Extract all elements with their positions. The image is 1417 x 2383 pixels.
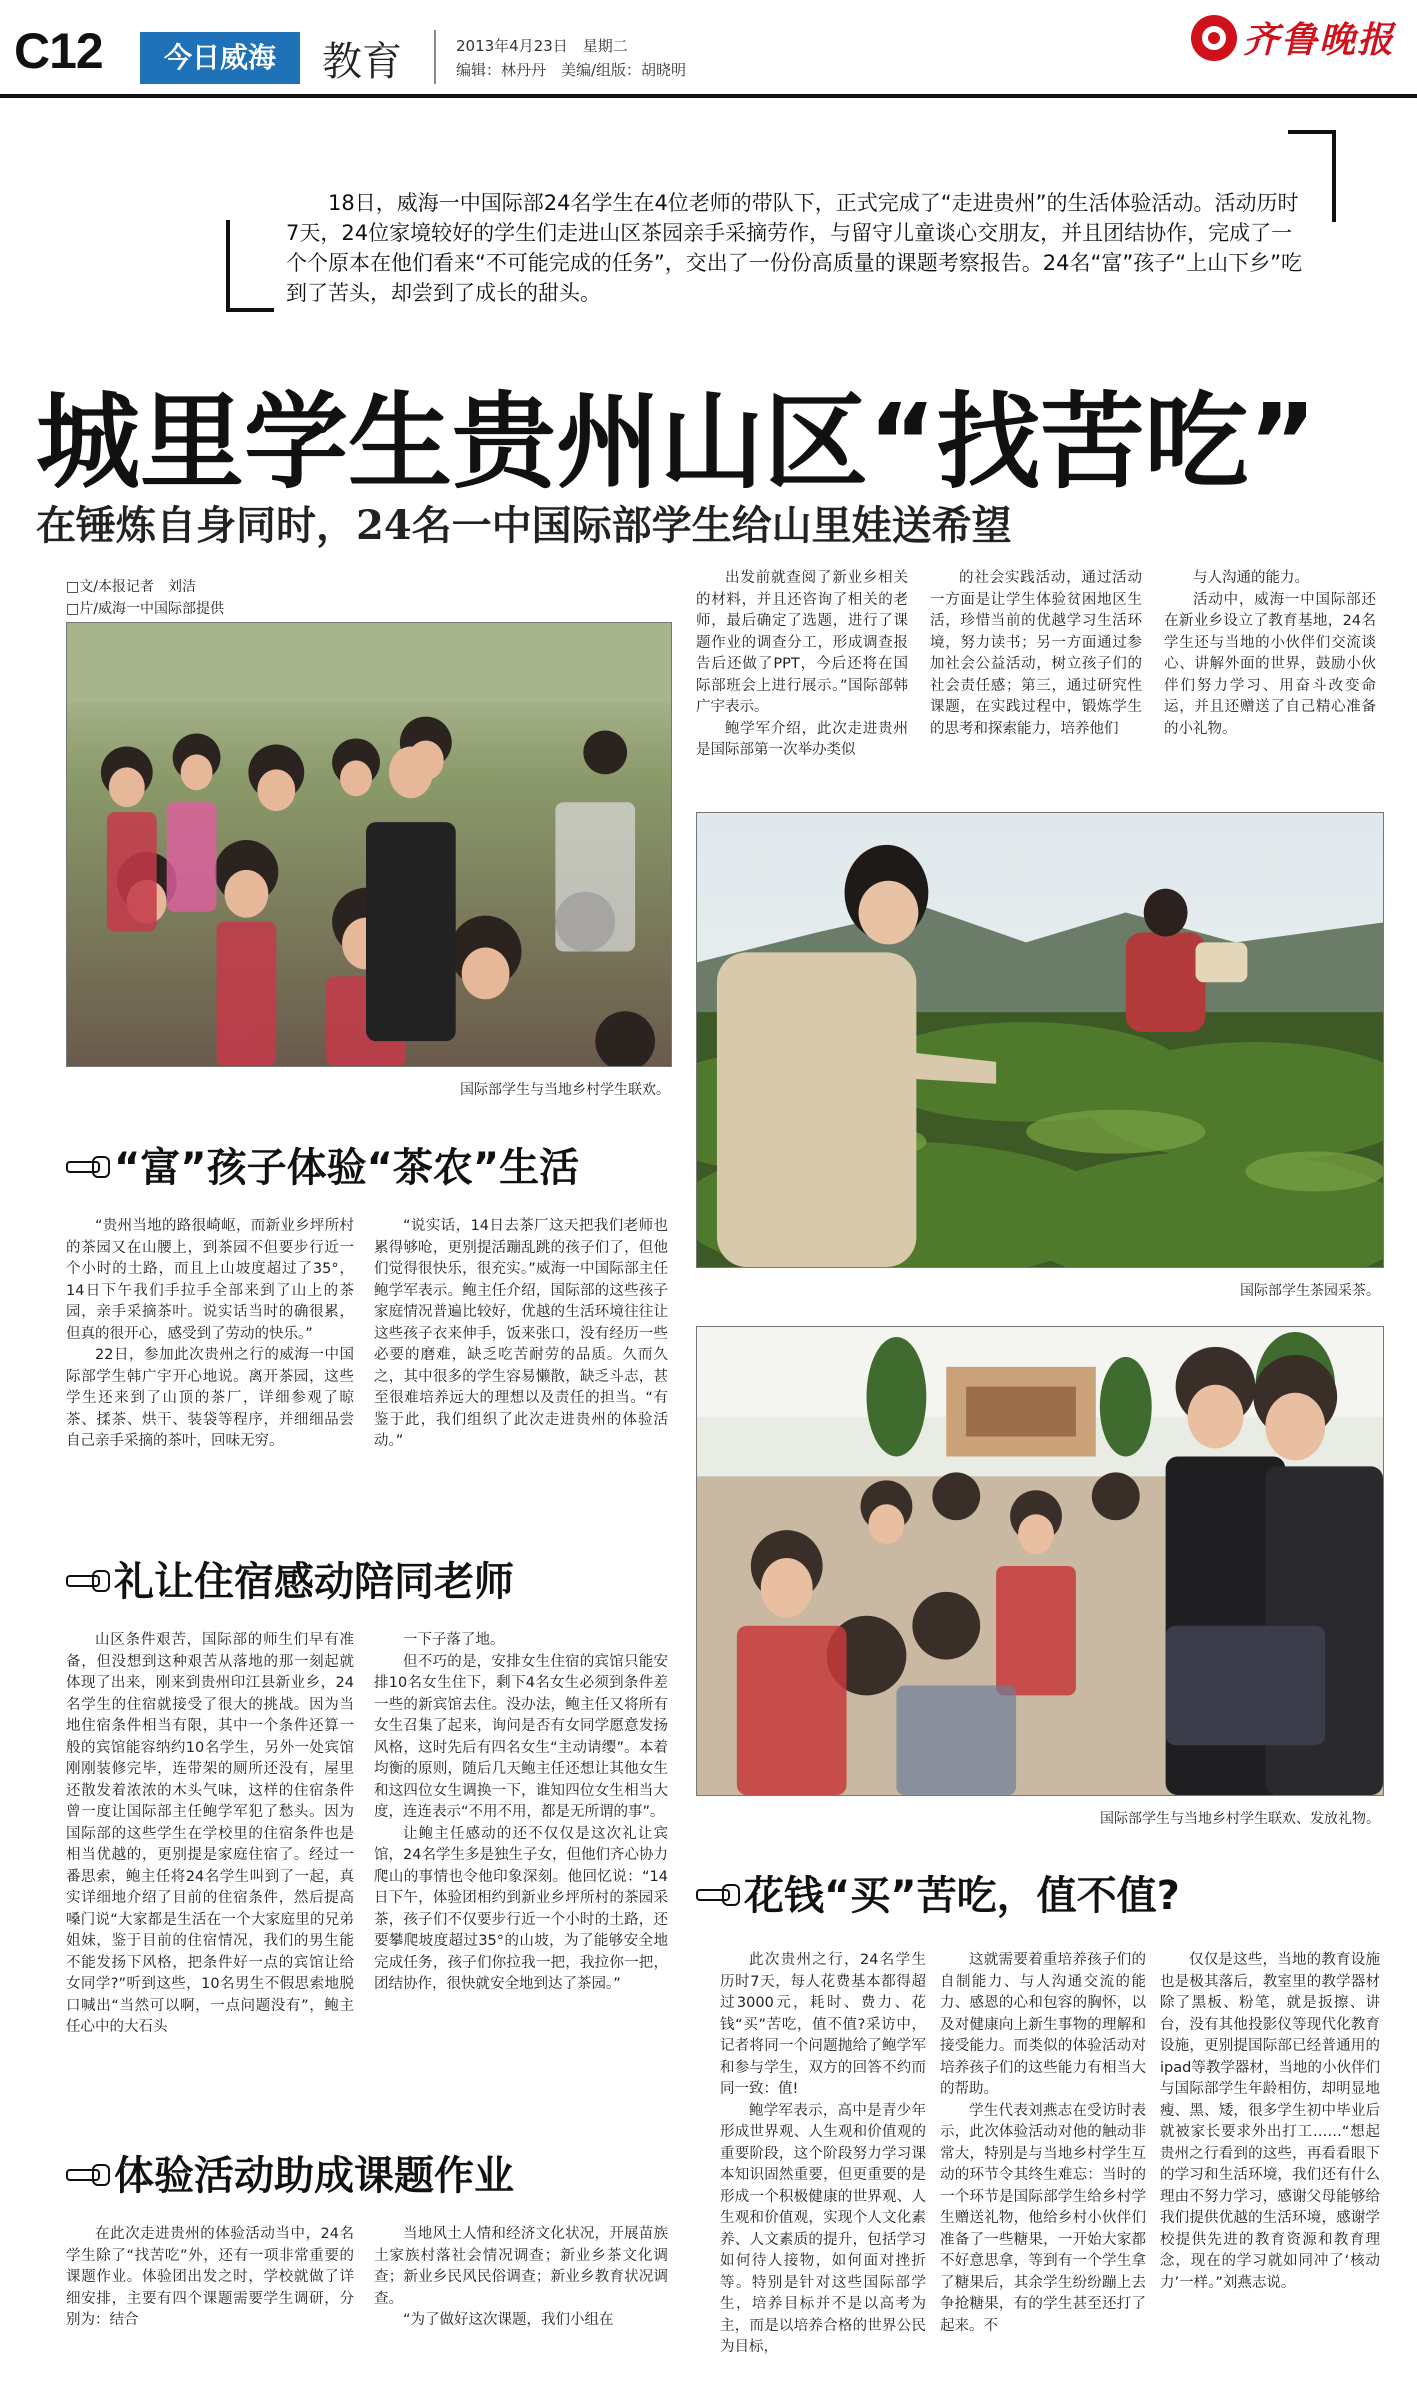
column-text: 当地风土人情和经济文化状况，开展苗族土家族村落社会情况调查；新业乡茶文化调查；新业乡民风民俗调查；新业乡教育状况调查。 [374,2226,668,2307]
column-text: 让鲍主任感动的还不仅仅是这次礼让宾馆，24名学生多是独生子女，但他们齐心协力爬山的事情也令他印象深刻。他回忆说：“14日下午，体验团相约到新业乡坪所村的茶园采茶，孩子们不仅要步行近一个小时的土路，还要攀爬坡度超过35°的山坡，为了能够安全地完成任务，孩子们你拉我一把，我拉你一把，团结协作，很快就安全地到达了茶园。” [374,1825,668,1992]
editor-credits: 编辑：林丹丹 美编/组版：胡晓明 [456,61,687,79]
section-name: 教育 [322,39,402,85]
article-column [1160,1950,1380,2370]
header-rule [0,94,1417,98]
lead-bracket [226,220,230,312]
column-text: 学生代表刘燕志在受访时表示，此次体验活动对他的触动非常大，特别是与当地乡村学生互动的环节令其终生难忘：当时的一个环节是国际部学生给乡村学生赠送礼物，他给乡村小伙伴们准备了一些糖果，一开始大家都不好意思拿，等到有一个学生拿了糖果后，其余学生纷纷蹦上去争抢糖果，有的学生甚至还打了起来。不 [940,2102,1146,2334]
pointing-hand-icon [66,1566,110,1592]
column-text: 山区条件艰苦，国际部的师生们早有准备，但没想到这种艰苦从落地的那一刻起就体现了出来，刚来到贵州印江县新业乡，24名学生的住宿就接受了很大的挑战。因为当地住宿条件相当有限，其中一个条件还算一般的宾馆能容纳约10名学生，另外一处宾馆刚刚装修完毕，连带架的厕所还没有，屋里还散发着浓浓的木头气味，这样的住宿条件曾一度让国际部主任鲍学军犯了愁头。因为国际部的这些学生在学校里的住宿条件也是相当优越的，更别提是家庭住宿了。经过一番思索，鲍主任将24名学生叫到了一起，真实详细地介绍了目前的住宿条件，然后提高嗓门说“大家都是生活在一个大家庭里的兄弟姐妹，鉴于目前的住宿情况，我们的男生能不能发扬下风格，把条件好一点的宾馆让给女同学?”听到这些，10名男生不假思索地脱口喊出“当然可以啊，一点问题没有”，鲍主任心中的大石头 [66,1632,354,2035]
column-text: 此次贵州之行，24名学生历时7天，每人花费基本都得超过3000元，耗时、费力、花钱“买”苦吃，值不值?采访中，记者将同一个问题抛给了鲍学军和参与学生，双方的回答不约而同一致：值! [720,1952,926,2097]
pointing-hand-icon [66,2160,110,2186]
article-column [66,1630,354,2118]
masthead-title: 齐鲁晚报 [1242,19,1395,61]
headline: 城里学生贵州山区“找苦吃” [36,381,1317,503]
column-text: 的社会实践活动，通过活动一方面是让学生体验贫困地区生活，珍惜当前的优越学习生活环境，努力读书；另一方面通过参加社会公益活动，树立孩子们的社会责任感；第三，通过研究性课题，在实践过程中，锻炼学生的思考和探索能力，培养他们 [930,570,1142,737]
article-column [940,1950,1146,2370]
subhead-text: “富”孩子体验“茶农”生活 [114,1145,580,1191]
article-column [696,568,908,798]
column-text: 活动中，威海一中国际部还在新业乡设立了教育基地，24名学生还与当地的小伙伴们交流谈心、讲解外面的世界，鼓励小伙伴们努力学习、用奋斗改变命运，并且还赠送了自己精心准备的小礼物。 [1164,591,1376,737]
lead-bracket [226,308,274,312]
article-column [374,1630,668,2118]
newspaper-logo-icon [1191,15,1237,61]
subhead-research-project [66,2144,514,2201]
byline-reporter: □文/本报记者 刘洁 [66,579,196,595]
page-header [0,0,1417,100]
header-meta [456,34,686,82]
photo-caption: 国际部学生与当地乡村学生联欢。 [460,1082,670,1098]
lead-bracket [1332,130,1336,222]
issue-date: 2013年4月23日 星期二 [456,37,628,55]
subhead-worth-it [696,1864,1180,1921]
column-text: 与人沟通的能力。 [1193,570,1309,586]
pointing-hand-icon [66,1152,110,1178]
photo-students-gathering [66,622,672,1067]
photo-caption: 国际部学生与当地乡村学生联欢、发放礼物。 [1100,1811,1380,1827]
subhead-text: 体验活动助成课题作业 [114,2153,514,2199]
byline-photo: □片/威海一中国际部提供 [66,601,224,617]
photo-tea-garden [696,812,1384,1268]
column-text: 这就需要着重培养孩子们的自制能力、与人沟通交流的能力、感恩的心和包容的胸怀，以及对健康向上新生事物的理解和接受能力。而类似的体验活动对培养孩子们的这些能力有相当大的帮助。 [940,1952,1146,2097]
photo-gift-giving [696,1326,1384,1796]
column-text: 一下子落了地。 [403,1632,505,1648]
subhead-text: 花钱“买”苦吃，值不值? [744,1873,1180,1919]
column-text: 鲍学军介绍，此次走进贵州是国际部第一次举办类似 [696,720,908,758]
column-text: 出发前就查阅了新业乡相关的材料，并且还咨询了相关的老师，最后确定了选题，进行了课题作业的调查分工，形成调查报告后还做了PPT，今后还将在国际部班会上进行展示。”国际部韩广宇表示。 [696,570,908,715]
photo-caption: 国际部学生茶园采茶。 [1240,1283,1380,1299]
pointing-hand-icon [696,1880,740,1906]
subhead-text: 礼让住宿感动陪同老师 [114,1559,514,1605]
article-column [66,1216,354,1516]
column-text: 在此次走进贵州的体验活动当中，24名学生除了“找苦吃”外，还有一项非常重要的课题作业。体验团出发之时，学校就做了详细安排，主要有四个课题需要学生调研，分别为：结合 [66,2226,354,2328]
subhead-tea-farmer [66,1136,579,1193]
column-text: 鲍学军表示，高中是青少年形成世界观、人生观和价值观的重要阶段，这个阶段努力学习课本知识固然重要，但更重要的是形成一个积极健康的世界观、人生观和价值观，实现个人文化素养、人文素质的提升，包括学习如何待人接物，如何面对挫折等。特别是针对这些国际部学生，培养目标并不是以高考为主，而是以培养合格的世界公民为目标， [720,2102,926,2355]
byline [66,576,224,620]
subheadline: 在锤炼自身同时，24名一中国际部学生给山里娃送希望 [36,502,1012,549]
subhead-accommodation [66,1550,514,1607]
lead-bracket [1288,130,1336,134]
column-text: 但不巧的是，安排女生住宿的宾馆只能安排10名女生住下，剩下4名女生必须到条件差一些的新宾馆去住。没办法，鲍主任又将所有女生召集了起来，询问是否有女同学愿意发扬风格，这时先后有四名女生“主动请缨”。本着均衡的原则，随后几天鲍主任还想让其他女生和这四位女生调换一下，谁知四位女生相当大度，连连表示“不用不用，都是无所谓的事”。 [374,1653,668,1820]
article-column [720,1950,926,2370]
header-divider [434,30,436,84]
article-column [66,2224,354,2364]
column-text: “说实话，14日去茶厂这天把我们老师也累得够呛，更别提活蹦乱跳的孩子们了，但他们觉得很快乐，很充实。”威海一中国际部主任鲍学军表示。鲍主任介绍，国际部的这些孩子家庭情况普遍比较好，优越的生活环境往往让这些孩子衣来伸手，饭来张口，没有经历一些必要的磨难，缺乏吃苦耐劳的品质。久而久之，其中很多的学生容易懒散，缺乏斗志，甚至很难培养远大的理想以及责任的担当。“有鉴于此，我们组织了此次走进贵州的体验活动。” [374,1218,668,1449]
article-column [930,568,1142,798]
masthead [1191,12,1395,63]
column-text: “贵州当地的路很崎岖，而新业乡坪所村的茶园又在山腰上，到茶园不但要步行近一个小时的土路，而且上山坡度超过了35°，14日下午我们手拉手全部来到了山上的茶园，亲手采摘茶叶。说实话当时的确很累，但真的很开心，感受到了劳动的快乐。” [66,1218,354,1342]
article-column [374,1216,668,1516]
lead-text: 18日，威海一中国际部24名学生在4位老师的带队下，正式完成了“走进贵州”的生活体验活动。活动历时7天，24位家境较好的学生们走进山区茶园亲手采摘劳作，与留守儿童谈心交朋友，并且团结协作，完成了一个个原本在他们看来“不可能完成的任务”，交出了一份份高质量的课题考察报告。24名“富”孩子“上山下乡”吃到了苦头，却尝到了成长的甜头。 [286,191,1302,305]
lead-paragraph-box [226,130,1336,310]
page-number: C12 [14,23,103,79]
article-column [1164,568,1376,798]
column-text: 22日，参加此次贵州之行的威海一中国际部学生韩广宇开心地说。离开茶园，这些学生还来到了山顶的茶厂，详细参观了晾茶、揉茶、烘干、装袋等程序，并细细品尝自己亲手采摘的茶叶，回味无穷。 [66,1347,354,1449]
column-text: 仅仅是这些，当地的教育设施也是极其落后，教室里的教学器材除了黑板、粉笔，就是扳擦、讲台，没有其他投影仪等现代化教育设施，更别提国际部已经普通用的ipad等教学器材，当地的小伙伴们与国际部学生年龄相仿，却明显地瘦、黑、矮，很多学生初中毕业后就被家长要求外出打工……“想起贵州之行看到的这些，再看看眼下的学习和生活环境，我们还有什么理由不努力学习，感谢父母能够给我们提供优越的生活环境，感谢学校提供先进的教育资源和教育理念，现在的学习就如同冲了‘核动力’一样。”刘燕志说。 [1160,1952,1380,2291]
column-text: “为了做好这次课题，我们小组在 [403,2312,614,2328]
article-column [374,2224,668,2364]
section-badge: 今日威海 [140,32,300,84]
